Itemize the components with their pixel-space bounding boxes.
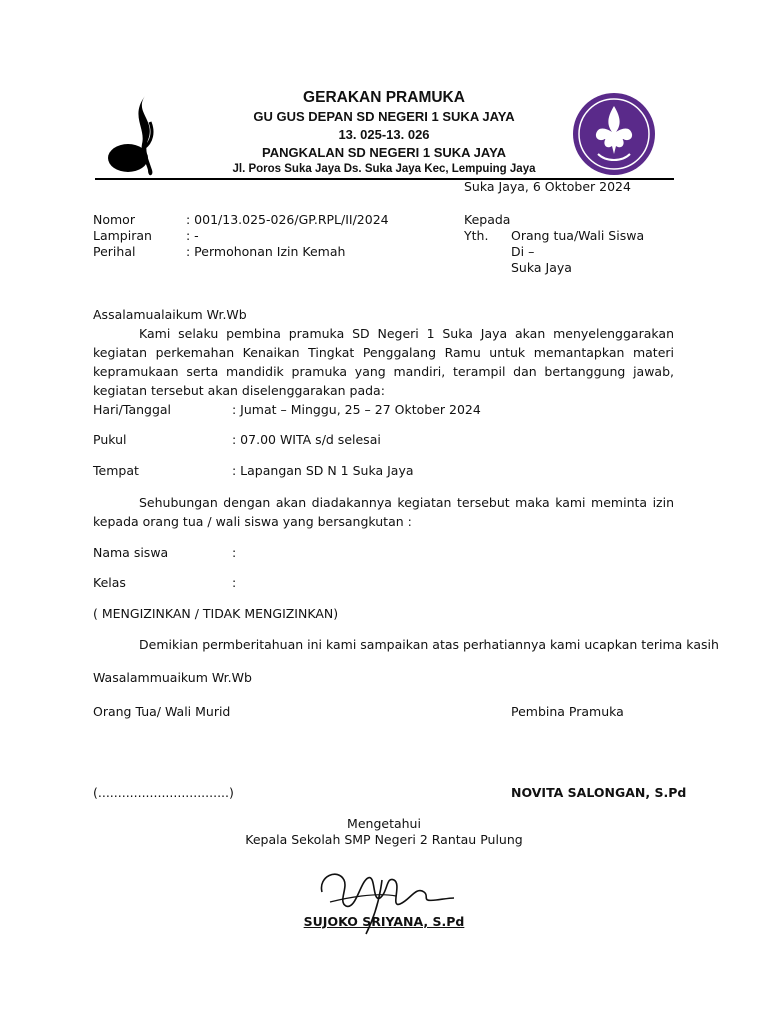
permission-choice[interactable]: ( MENGIZINKAN / TIDAK MENGIZINKAN): [93, 606, 339, 621]
kelas-field[interactable]: :: [232, 575, 237, 590]
parent-signature-title: Orang Tua/ Wali Murid: [93, 704, 231, 719]
recipient-line3: Suka Jaya: [511, 260, 572, 275]
letterhead-org: GERAKAN PRAMUKA: [303, 89, 465, 106]
pukul-label: Pukul: [93, 432, 127, 447]
letterhead-pangkalan: PANGKALAN SD NEGERI 1 SUKA JAYA: [262, 145, 506, 160]
nomor-value: : 001/13.025-026/GP.RPL/II/2024: [186, 212, 389, 227]
greeting: Assalamualaikum Wr.Wb: [93, 307, 247, 322]
pembina-name: NOVITA SALONGAN, S.Pd: [511, 785, 687, 800]
paragraph-intro: Kami selaku pembina pramuka SD Negeri 1 Suka Jaya akan menyelenggarakan kegiatan perkemahan Kenaikan Tingkat Penggalang Ramu untuk memantapkan materi kepramukaan serta mandidik pramuka yang mandiri, terampil dan bertanggung jawab, kegiatan tersebut akan diselenggarakan pada:: [93, 326, 674, 398]
lampiran-label: Lampiran: [93, 228, 152, 243]
parent-signature-blank[interactable]: (.................................): [93, 785, 234, 800]
closing-greeting: Wasalammuaikum Wr.Wb: [93, 670, 252, 685]
hari-label: Hari/Tanggal: [93, 402, 172, 417]
pembina-signature-title: Pembina Pramuka: [511, 704, 624, 719]
recipient-kepada: Kepada: [464, 212, 511, 227]
perihal-label: Perihal: [93, 244, 136, 259]
letterhead-address: Jl. Poros Suka Jaya Ds. Suka Jaya Kec, Lempuing Jaya: [232, 163, 536, 175]
kepsek-name: SUJOKO SRIYANA, S.Pd: [303, 914, 465, 929]
kelas-label: Kelas: [93, 575, 126, 590]
letterhead-gugus: GU GUS DEPAN SD NEGERI 1 SUKA JAYA: [253, 109, 515, 124]
mengetahui-label: Mengetahui: [347, 816, 421, 831]
nama-siswa-field[interactable]: :: [232, 545, 237, 560]
recipient-yth: Yth.: [464, 228, 489, 243]
perihal-value: : Permohonan Izin Kemah: [186, 244, 346, 259]
pukul-value: : 07.00 WITA s/d selesai: [232, 432, 381, 447]
paragraph-permission: Sehubungan dengan akan diadakannya kegiatan tersebut maka kami meminta izin kepada orang tua / wali siswa yang bersangkutan :: [93, 495, 674, 529]
kepsek-title: Kepala Sekolah SMP Negeri 2 Rantau Pulung: [245, 832, 523, 847]
tempat-label: Tempat: [93, 463, 139, 478]
lampiran-value: : -: [186, 228, 199, 243]
letterhead-number: 13. 025-13. 026: [338, 127, 430, 142]
nama-siswa-label: Nama siswa: [93, 545, 169, 560]
recipient-line1: Orang tua/Wali Siswa: [511, 228, 645, 243]
recipient-line2: Di –: [511, 244, 535, 259]
hari-value: : Jumat – Minggu, 25 – 27 Oktober 2024: [232, 402, 481, 417]
tempat-value: : Lapangan SD N 1 Suka Jaya: [232, 463, 414, 478]
nomor-label: Nomor: [93, 212, 135, 227]
closing-sentence: Demikian permberitahuan ini kami sampaikan atas perhatiannya kami ucapkan terima kasih: [139, 637, 719, 652]
date-line: Suka Jaya, 6 Oktober 2024: [464, 179, 631, 194]
